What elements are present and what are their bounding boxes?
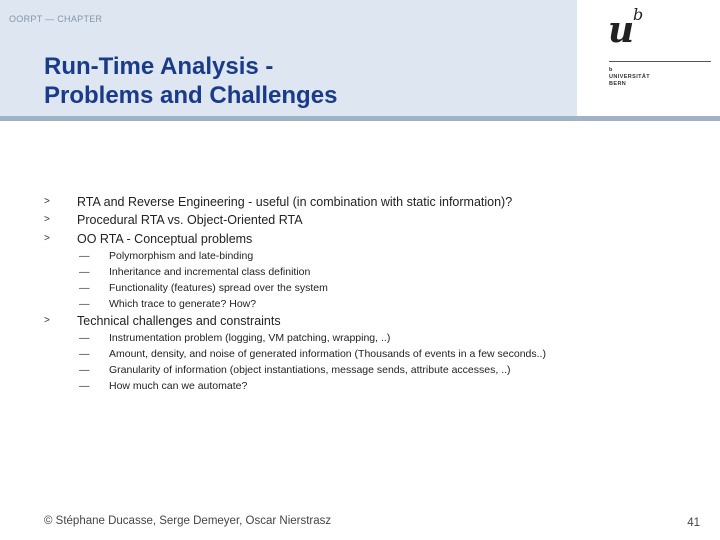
sub-bullet-text: Granularity of information (object instantiations, message sends, attribute accesses, ..) [109,364,511,376]
slide-title [44,52,464,110]
sub-bullet-dash: — [79,332,90,344]
header-divider [0,116,720,121]
sub-bullet-dash: — [79,348,90,360]
footer-copyright: © Stéphane Ducasse, Serge Demeyer, Oscar Nierstrasz [44,515,332,527]
sub-bullet-text: Polymorphism and late-binding [109,250,254,262]
logo-letter-b: b [633,5,644,24]
bullet-marker: > [44,214,50,225]
sub-bullet-dash: — [79,266,90,278]
bullet-marker: > [44,315,50,326]
logo-wordmark-line-1: b [609,67,613,73]
sub-bullet-text: Inheritance and incremental class definition [109,266,311,278]
sub-bullet-text: Instrumentation problem (logging, VM patching, wrapping, ..) [109,332,391,344]
sub-bullet-dash: — [79,380,90,392]
bullet-marker: > [44,196,50,207]
bullet-text: Procedural RTA vs. Object-Oriented RTA [77,213,303,227]
logo-letter-u: u [608,9,635,51]
sub-bullet-dash: — [79,298,90,310]
bullet-text: RTA and Reverse Engineering - useful (in combination with static information)? [77,195,513,209]
slide-title-line-2: Problems and Challenges [44,82,338,109]
logo-wordmark [609,67,650,88]
sub-bullet-text: How much can we automate? [109,380,248,392]
bullet-text: OO RTA - Conceptual problems [77,232,253,246]
logo-wordmark-line-2: UNIVERSITÄT [609,74,651,80]
sub-bullet-text: Amount, density, and noise of generated information (Thousands of events in a few seconds..) [109,348,546,360]
logo-wordmark-line-3: BERN [609,81,627,87]
sub-bullet-dash: — [79,364,90,376]
sub-bullet-text: Functionality (features) spread over the system [109,282,328,294]
sub-bullet-text: Which trace to generate? How? [109,298,257,310]
chapter-label: OORPT — CHAPTER [9,14,103,24]
logo-area [577,0,720,116]
sub-bullet-dash: — [79,250,90,262]
slide-title-line-1: Run-Time Analysis - [44,53,274,80]
page-number: 41 [687,517,700,529]
logo-rule [609,61,711,62]
bullet-marker: > [44,233,50,244]
bullet-text: Technical challenges and constraints [77,314,281,328]
sub-bullet-dash: — [79,282,90,294]
